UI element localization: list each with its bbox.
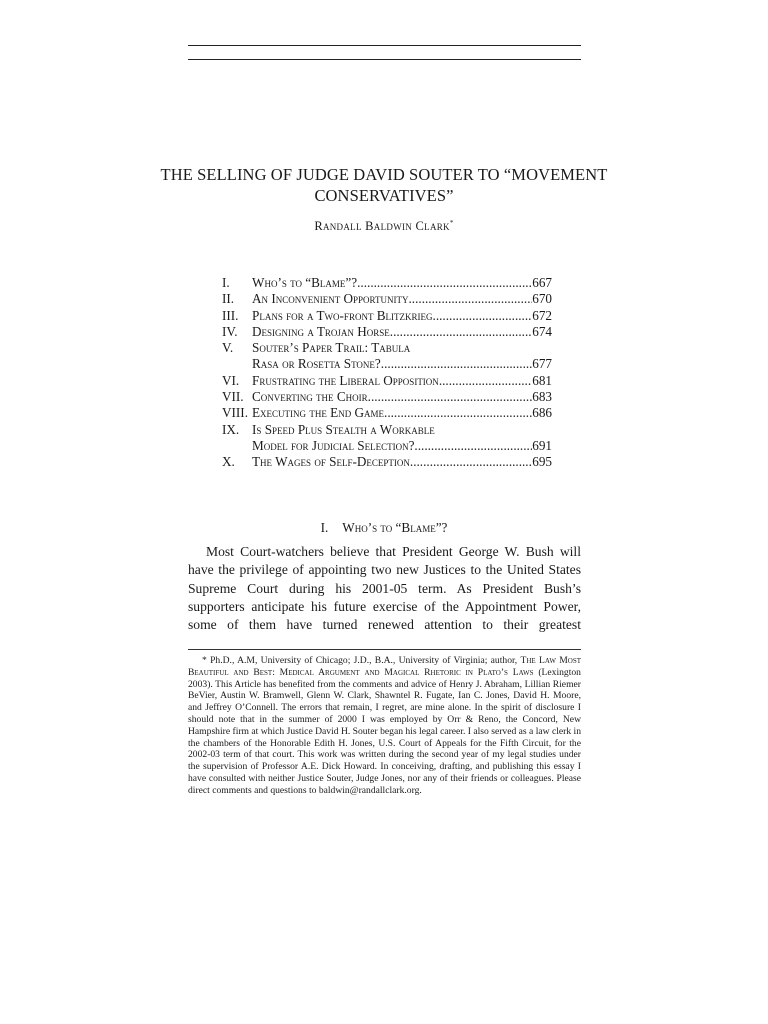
toc-entry-number: VI. [222,372,240,388]
toc-entry-body [252,438,552,454]
toc-leader-dots [414,438,532,454]
toc-entry-number: II. [222,291,235,307]
toc-entry[interactable] [222,324,552,340]
footnote-rule [188,649,581,650]
toc-entry-body [252,454,552,470]
toc-entry-page: 677 [532,356,552,372]
toc-entry-title: The Wages of Self-Deception [252,454,410,470]
toc-entry-title: Executing the End Game [252,405,385,421]
header-rule-bottom [188,59,581,60]
footnote-text-2: (Lexington 2003). This Article has benefited from the comments and advice of Henry J. Abraham, Lillian Riemer BeVier, Austin W. Bramwell, Glenn W. Clark, Shawntel R. Fugate, Ian C. Jones, David H. Moore, and Jeffrey O’Connell. The errors that remain, I regret, are mine alone. In the spirit of disclosure I should note that in the summer of 2000 I was employed by Orr & Reno, the Concord, New Hampshire firm at which Justice David H. Souter began his legal career. I also served as a law clerk in the chambers of the Honorable Edith H. Jones, U.S. Court of Appeals for the Fifth Circuit, for the 2002-03 term of that court. This work was written during the second year of my legal studies under the supervision of Professor A.E. Dick Howard. In conceiving, drafting, and publishing this essay I have consulted with neither Justice Souter, Judge Jones, nor any of their friends or colleagues. Please direct comments and questions to baldwin@randallclark.org. [188,666,581,796]
body-text [188,543,581,634]
toc-entry-body [252,373,552,389]
toc-leader-dots [384,405,532,421]
toc-leader-dots [357,275,532,291]
toc-leader-dots [390,324,532,340]
toc-entry[interactable] [222,454,552,470]
toc-entry-number: VII. [222,389,244,405]
body-paragraph: Most Court-watchers believe that President George W. Bush will have the privilege of appointing two new Justices to the United States Supreme Court during his 2001-05 term. As President Bush’s supporters anticipate his future exercise of the Appointment Power, some of them have turned renewed attention to their greatest [188,544,581,633]
toc-entry-number: X. [222,454,235,470]
toc-entry-body [252,405,552,421]
toc-leader-dots [381,356,532,372]
toc-leader-dots [368,389,533,405]
toc-leader-dots [439,373,532,389]
article-title: THE SELLING OF JUDGE DAVID SOUTER TO “MOVEMENT CONSERVATIVES” [160,165,608,205]
toc-entry-page: 695 [532,454,552,470]
section-number: I. [320,520,329,535]
toc-entry-body [252,422,552,438]
toc-entry-title: Who’s to “Blame”? [252,275,358,290]
article-author [150,219,618,234]
toc-entry-body [252,340,552,356]
toc-entry-body [252,275,552,291]
toc-entry-page: 674 [532,323,552,339]
toc-entry[interactable] [222,340,552,356]
toc-entry[interactable] [222,275,552,291]
toc-entry-body [252,308,552,324]
toc-leader-dots [410,454,532,470]
footnote [188,655,581,797]
toc-entry-body [252,324,552,340]
toc-entry[interactable] [222,356,552,372]
toc-entry[interactable] [222,308,552,324]
header-rule-top [188,45,581,46]
toc-entry[interactable] [222,291,552,307]
toc-entry-body [252,356,552,372]
author-footnote-mark[interactable]: * [449,219,454,227]
toc-entry-number: IX. [222,421,240,437]
toc-entry-page: 683 [532,389,552,405]
toc-leader-dots [409,291,533,307]
toc-entry-title: An Inconvenient Opportunity [252,291,409,307]
toc-entry[interactable] [222,373,552,389]
toc-entry-title: Converting the Choir [252,389,368,405]
toc-entry-number: V. [222,340,234,356]
toc-entry-title: Souter’s Paper Trail: Tabula [252,340,411,356]
footnote-marker: * [202,655,207,666]
toc-entry-page: 670 [532,291,552,307]
toc-entry-page: 667 [532,275,552,290]
footnote-text-1: Ph.D., A.M, University of Chicago; J.D., B.A., University of Virginia; author, [206,655,521,666]
toc-entry[interactable] [222,389,552,405]
toc-entry-title: Frustrating the Liberal Opposition [252,372,439,388]
section-heading [150,520,618,536]
toc-entry-page: 681 [532,372,552,388]
author-name: Randall Baldwin Clark [314,219,450,234]
toc-entry-number [222,438,252,454]
toc-entry[interactable] [222,422,552,438]
toc-entry[interactable] [222,405,552,421]
footnote-paragraph [188,655,581,797]
table-of-contents [222,275,552,471]
toc-entry-page: 686 [532,405,552,421]
toc-entry-title: Model for Judicial Selection? [252,437,415,453]
toc-entry-page: 672 [532,307,552,323]
toc-leader-dots [433,308,533,324]
toc-entry-number: I. [222,275,230,290]
toc-entry-title: Plans for a Two-front Blitzkrieg [252,307,433,323]
section-title: Who’s to “Blame”? [342,520,448,535]
toc-entry-title: Designing a Trojan Horse [252,323,390,339]
toc-entry-number [222,356,252,372]
toc-entry-number: IV. [222,323,238,339]
toc-entry-body [252,389,552,405]
toc-entry-body [252,291,552,307]
footnote-book-title: The Law Most Beautiful and Best: Medical Argument and Magical Rhetoric in Plato’s Laws [188,655,581,678]
toc-entry[interactable] [222,438,552,454]
toc-entry-page: 691 [532,437,552,453]
toc-entry-title: Rasa or Rosetta Stone? [252,356,381,372]
toc-entry-number: VIII. [222,405,248,421]
toc-entry-number: III. [222,307,239,323]
toc-entry-title: Is Speed Plus Stealth a Workable [252,421,435,437]
